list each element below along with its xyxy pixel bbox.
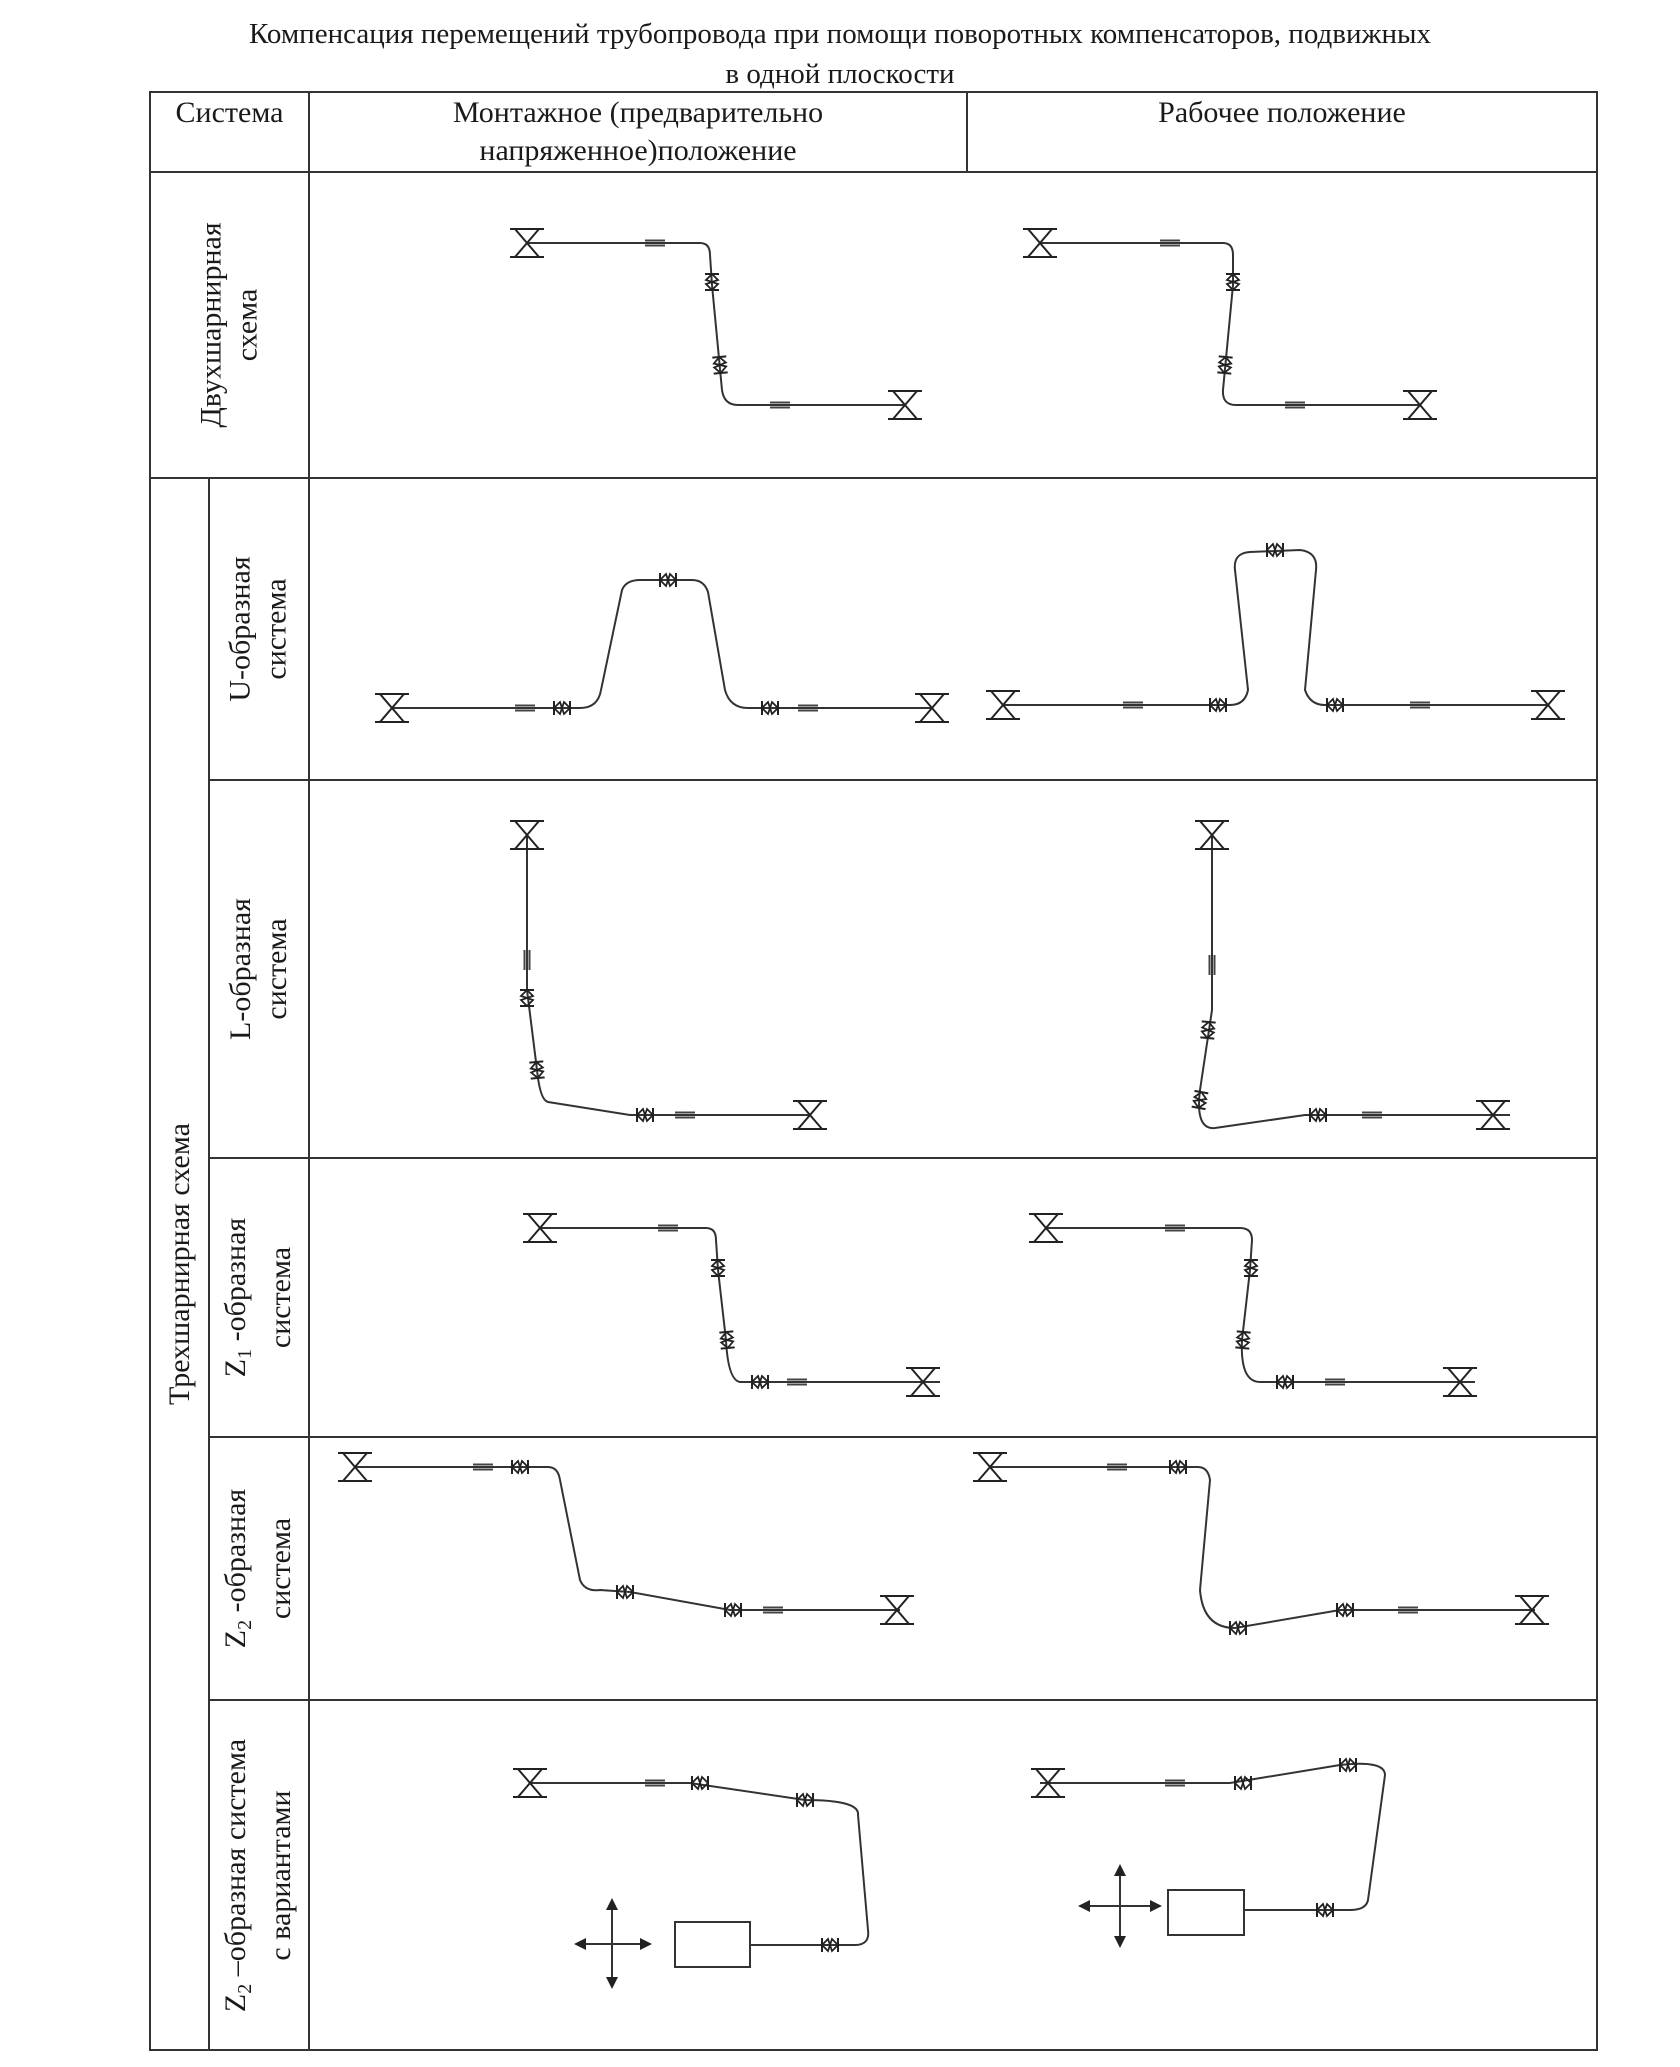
diagram-z1-mount <box>540 1228 940 1382</box>
row-label-z1-line-1: -образная <box>219 1217 253 1349</box>
diagram-z2-mount <box>355 1467 900 1610</box>
document-title-line-1: Компенсация перемещений трубопровода при помощи поворотных компенсаторов, подвижных <box>248 18 1432 50</box>
header-mount-line-2: напряженное)положение <box>479 134 797 167</box>
diagram-z2-work <box>990 1467 1535 1628</box>
diagram-two-hinge-mount <box>527 243 905 405</box>
header-work: Рабочее положение <box>1158 96 1406 129</box>
diagram-u-work <box>1003 550 1548 705</box>
diagram-u-mount <box>392 580 932 708</box>
row-label-l-line-1: L-образная <box>224 898 258 1040</box>
row-label-two-hinge-line-2: схема <box>230 288 264 362</box>
diagram-two-hinge-work <box>1040 243 1420 405</box>
row-label-z2-sub: 2 <box>234 1619 257 1630</box>
hinge-icons <box>512 274 1356 1952</box>
document-title-line-2: в одной плоскости <box>725 58 955 90</box>
row-label-z1-prefix: Z <box>219 1358 253 1378</box>
row-label-z2v-prefix: Z <box>219 1993 253 2012</box>
row-label-z2v-sub: 2 <box>234 1983 257 1994</box>
row-label-z2-line-1: -образная <box>219 1488 253 1620</box>
row-label-z2v-line-2: с вариантами <box>264 1789 298 1961</box>
row-label-u-line-1: U-образная <box>224 556 258 702</box>
row-label-z1-line-2: система <box>264 1246 298 1349</box>
guide-icons <box>473 241 1430 1786</box>
row-label-z2v-line-1: –образная система <box>219 1738 253 1984</box>
header-system: Система <box>175 96 284 129</box>
diagram-l-work <box>1199 835 1510 1128</box>
diagram-l-mount <box>527 835 810 1115</box>
header-mount-line-1: Монтажное (предварительно <box>452 96 824 129</box>
row-label-l-line-2: система <box>260 918 294 1020</box>
row-label-two-hinge-line-1: Двухшарнирная <box>194 222 228 428</box>
anchor-icons <box>338 229 1565 1797</box>
row-label-z2-line-2: система <box>264 1517 298 1620</box>
diagram-z2v-mount <box>530 1783 868 1985</box>
row-label-z2-prefix: Z <box>219 1629 253 1649</box>
diagram-z1-work <box>1046 1228 1475 1382</box>
row-label-z1-sub: 1 <box>234 1348 257 1359</box>
row-label-three-hinge-text: Трехшарнирная схема <box>162 1123 196 1405</box>
row-label-u-line-2: система <box>260 578 294 680</box>
